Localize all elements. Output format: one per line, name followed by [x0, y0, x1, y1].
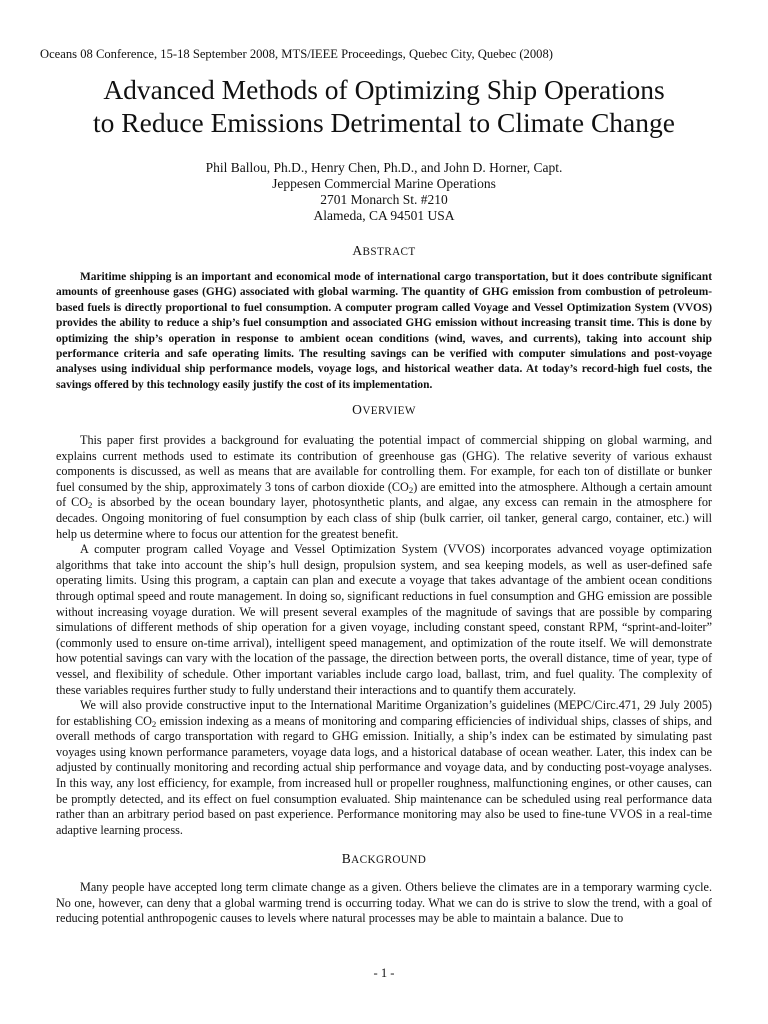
abstract-heading: ABSTRACT: [352, 243, 416, 258]
overview-paragraph-1: This paper first provides a background for evaluating the potential impact of commercial shipping on global warming, and explains current methods used to estimate its contribution of greenhouse gas (GHG). The relative severity of various exhaust components is discussed, as well as means that are available for controlling them. For example, for each ton of distillate or bunker fuel consumed by the ship, approximately 3 tons of carbon dioxide $(CO_2)$ are emitted into the atmosphere. Although a certain amount of $CO_2$ is absorbed by the ocean boundary layer, photosynthetic plants, and algae, any excess can remain in the atmosphere for decades. Ongoing monitoring of fuel consumption by each class of ship (bulk carrier, oil tanker, general cargo, container, etc.) will help us determine where to focus our attention for the greatest benefit.: [56, 433, 713, 541]
background-heading: BACKGROUND: [341, 851, 427, 866]
page-number: - 1 -: [373, 966, 395, 980]
author-block: [0, 160, 768, 224]
overview-paragraph-2: A computer program called Voyage and Vessel Optimization System (VVOS) incorporates advanced voyage optimization algorithms that take into account the ship’s hull design, propulsion system, and sea keeping models, as well as user-defined safe operating limits. Using this program, a captain can plan and execute a voyage that takes advantage of the ambient ocean conditions through optimal speed and route management. In doing so, significant reductions in fuel consumption and GHG emission are possible without increasing voyage duration. We will present several examples of the magnitude of savings that are possible by comparing simulations of different methods of ship operation for a given voyage, including constant speed, constant RPM, “sprint-and-loiter” (commonly used to ensure on-time arrival), intelligent speed management, and optimization of the route itself. We will demonstrate how potential savings can vary with the location of the passage, the direction between ports, the overall distance, time of year, type of vessel, and flexibility of schedule. Other important variables include cargo load, ballast, trim, and fuel quality. The complexity of these variables requires further study to fully understand their interactions and to quantify them accurately.: [56, 542, 712, 697]
author-street: 2701 Monarch St. #210: [320, 192, 448, 207]
overview-body: [56, 433, 712, 838]
overview-paragraph-3: We will also provide constructive input to the International Maritime Organization’s guidelines (MEPC/Circ.471, 29 July 2005) for establishing $CO_2$ emission indexing as a means of monitoring and comparing efficiencies of individual ships, classes of ships, and overall methods of cargo transportation with regard to GHG emission. Initially, a ship’s index can be estimated by simulating past voyages using known performance parameters, voyage data logs, and a historical database of ocean weather. Later, this index can be adjusted by continually monitoring and recording actual ship performance and voyage data, and by conducting post-voyage analyses. In this way, any lost efficiency, for example, from increased hull or propeller roughness, malfunctioning engines, or other causes, can be promptly detected, and its effect on fuel consumption evaluated. Ship maintenance can be scheduled using real performance data rather than an arbitrary period based on past experience. Performance monitoring may also be used to fine-tune VVOS in a real-time adaptive learning process.: [56, 698, 712, 837]
paper-title-line-1: Advanced Methods of Optimizing Ship Operations: [103, 74, 665, 105]
background-body: [56, 880, 712, 927]
background-paragraph-1: Many people have accepted long term climate change as a given. Others believe the climates are in a temporary warming cycle. No one, however, can deny that a global warming trend is occurring today. What we can do is strive to slow the trend, with a goal of reducing potential anthropogenic causes to levels where natural processes may be able to maintain a balance. Due to: [56, 880, 712, 926]
conference-header: Oceans 08 Conference, 15-18 September 2008, MTS/IEEE Proceedings, Quebec City, Quebec (2008): [40, 47, 553, 61]
author-city: Alameda, CA 94501 USA: [313, 208, 455, 223]
paper-title-line-2: to Reduce Emissions Detrimental to Climate Change: [93, 107, 675, 138]
abstract-paragraph: Maritime shipping is an important and economical mode of international cargo transportation, but it does contribute significant amounts of greenhouse gases (GHG) associated with global warming. The quantity of GHG emission from combustion of petroleum-based fuels is directly proportional to fuel consumption. A computer program called Voyage and Vessel Optimization System (VVOS) provides the ability to reduce a ship’s fuel consumption and associated GHG emission without increasing transit time. This is done by optimizing the ship’s operation in response to ambient ocean conditions (wind, waves, and currents), taking into account ship performance criteria and safe operating limits. The resulting savings can be verified with computer simulations and post-voyage analyses using individual ship performance models, voyage logs, and historical weather data. At today’s record-high fuel costs, the savings offered by this technology easily justify the cost of its implementation.: [56, 271, 712, 391]
author-affiliation: Jeppesen Commercial Marine Operations: [272, 176, 496, 191]
author-names: Phil Ballou, Ph.D., Henry Chen, Ph.D., and John D. Horner, Capt.: [205, 160, 563, 175]
abstract-text: [56, 270, 712, 393]
overview-heading: OVERVIEW: [352, 402, 416, 417]
